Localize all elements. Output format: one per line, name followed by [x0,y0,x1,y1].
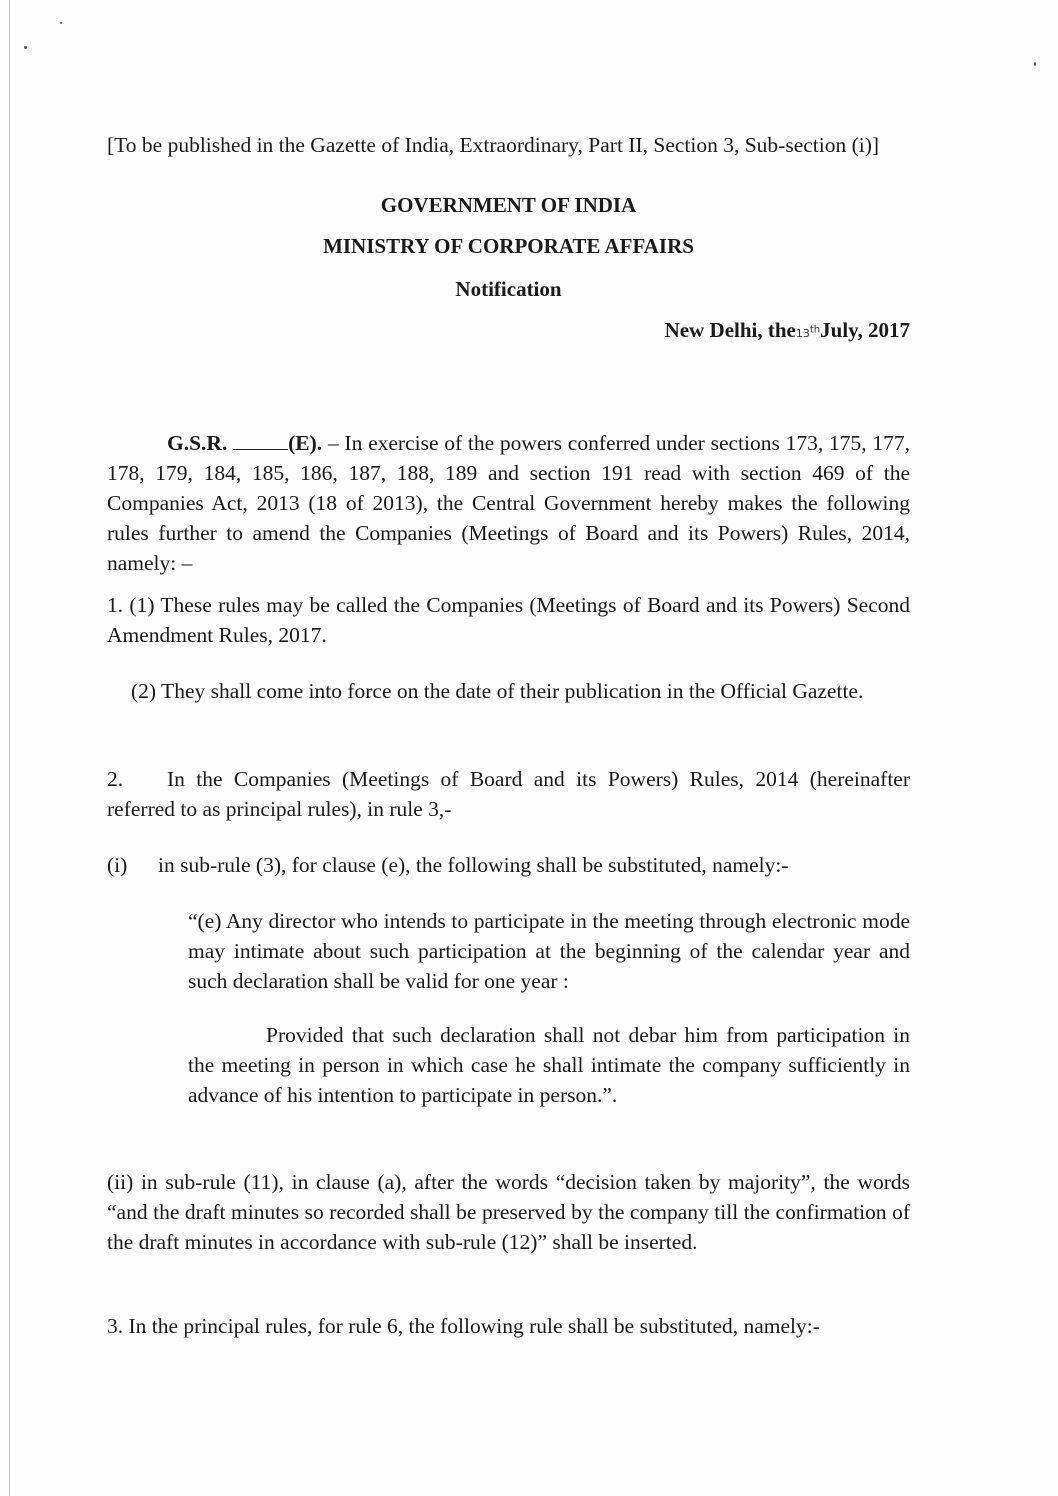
proviso-paragraph: Provided that such declaration shall not debar him from participation in the meeting in person in which case he shall intimate the company sufficiently in advance of his intention to participate in person.”. [188,1023,910,1107]
dateline-prefix: New Delhi, the [664,318,796,342]
gsr-text: – In exercise of the powers conferred under sections 173, 175, 177, 178, 179, 184, 185, 186, 187, 188, 189 and section 191 read with section 469 of the Companies Act, 2013 (18 of 2013), the Central Government hereby makes the following rules further to amend the Companies (Meetings of Board and its Powers) Rules, 2014, namely: – [107,431,911,575]
ministry-heading: MINISTRY OF CORPORATE AFFAIRS [323,234,694,258]
item-i-text: in sub-rule (3), for clause (e), the following shall be substituted, namely:- [158,853,789,877]
rule-2-item-i [107,850,910,882]
item-i-number: (i) [107,853,128,877]
gsr-paragraph [107,428,910,578]
handwritten-day: 13 [795,327,810,340]
rule-2-item-ii: (ii) in sub-rule (11), in clause (a), after the words “decision taken by majority”, the words “and the draft minutes so recorded shall be preserved by the company till the confirmation of the draft minutes in accordance with sub-rule (12)” shall be inserted. [107,1170,910,1254]
scan-speck [24,46,27,49]
rule-2-text: In the Companies (Meetings of Board and its Powers) Rules, 2014 (hereinafter referred to as principal rules), in rule 3,- [107,767,910,821]
dateline-suffix: July, 2017 [820,318,910,342]
dateline [665,318,910,343]
scan-speck [1034,62,1036,66]
handwritten-date [795,324,821,340]
rule-3-paragraph: 3. In the principal rules, for rule 6, the following rule shall be substituted, namely:- [107,1314,820,1338]
rule-1-sub-2: (2) They shall come into force on the date of their publication in the Official Gazette. [131,679,864,703]
scan-speck [60,22,62,24]
scan-edge-line [9,0,10,1496]
notification-heading: Notification [455,277,562,301]
rule-2-paragraph [107,764,910,826]
rule-2-number: 2. [107,767,124,791]
government-heading: GOVERNMENT OF INDIA [380,193,637,217]
quoted-clause-e: “(e) Any director who intends to participate in the meeting through electronic mode may intimate about such participation at the beginning of the calendar year and such declaration shall be valid for one year : [188,909,910,993]
rule-1-sub-1: 1. (1) These rules may be called the Companies (Meetings of Board and its Powers) Second Amendment Rules, 2017. [107,593,910,647]
gsr-number-blank [233,431,288,450]
gsr-suffix: (E). [288,431,323,455]
publication-note: [To be published in the Gazette of India, Extraordinary, Part II, Section 3, Sub-section (i)] [107,133,880,157]
gsr-label: G.S.R. [167,431,228,455]
handwritten-day-suffix: th [809,324,821,336]
